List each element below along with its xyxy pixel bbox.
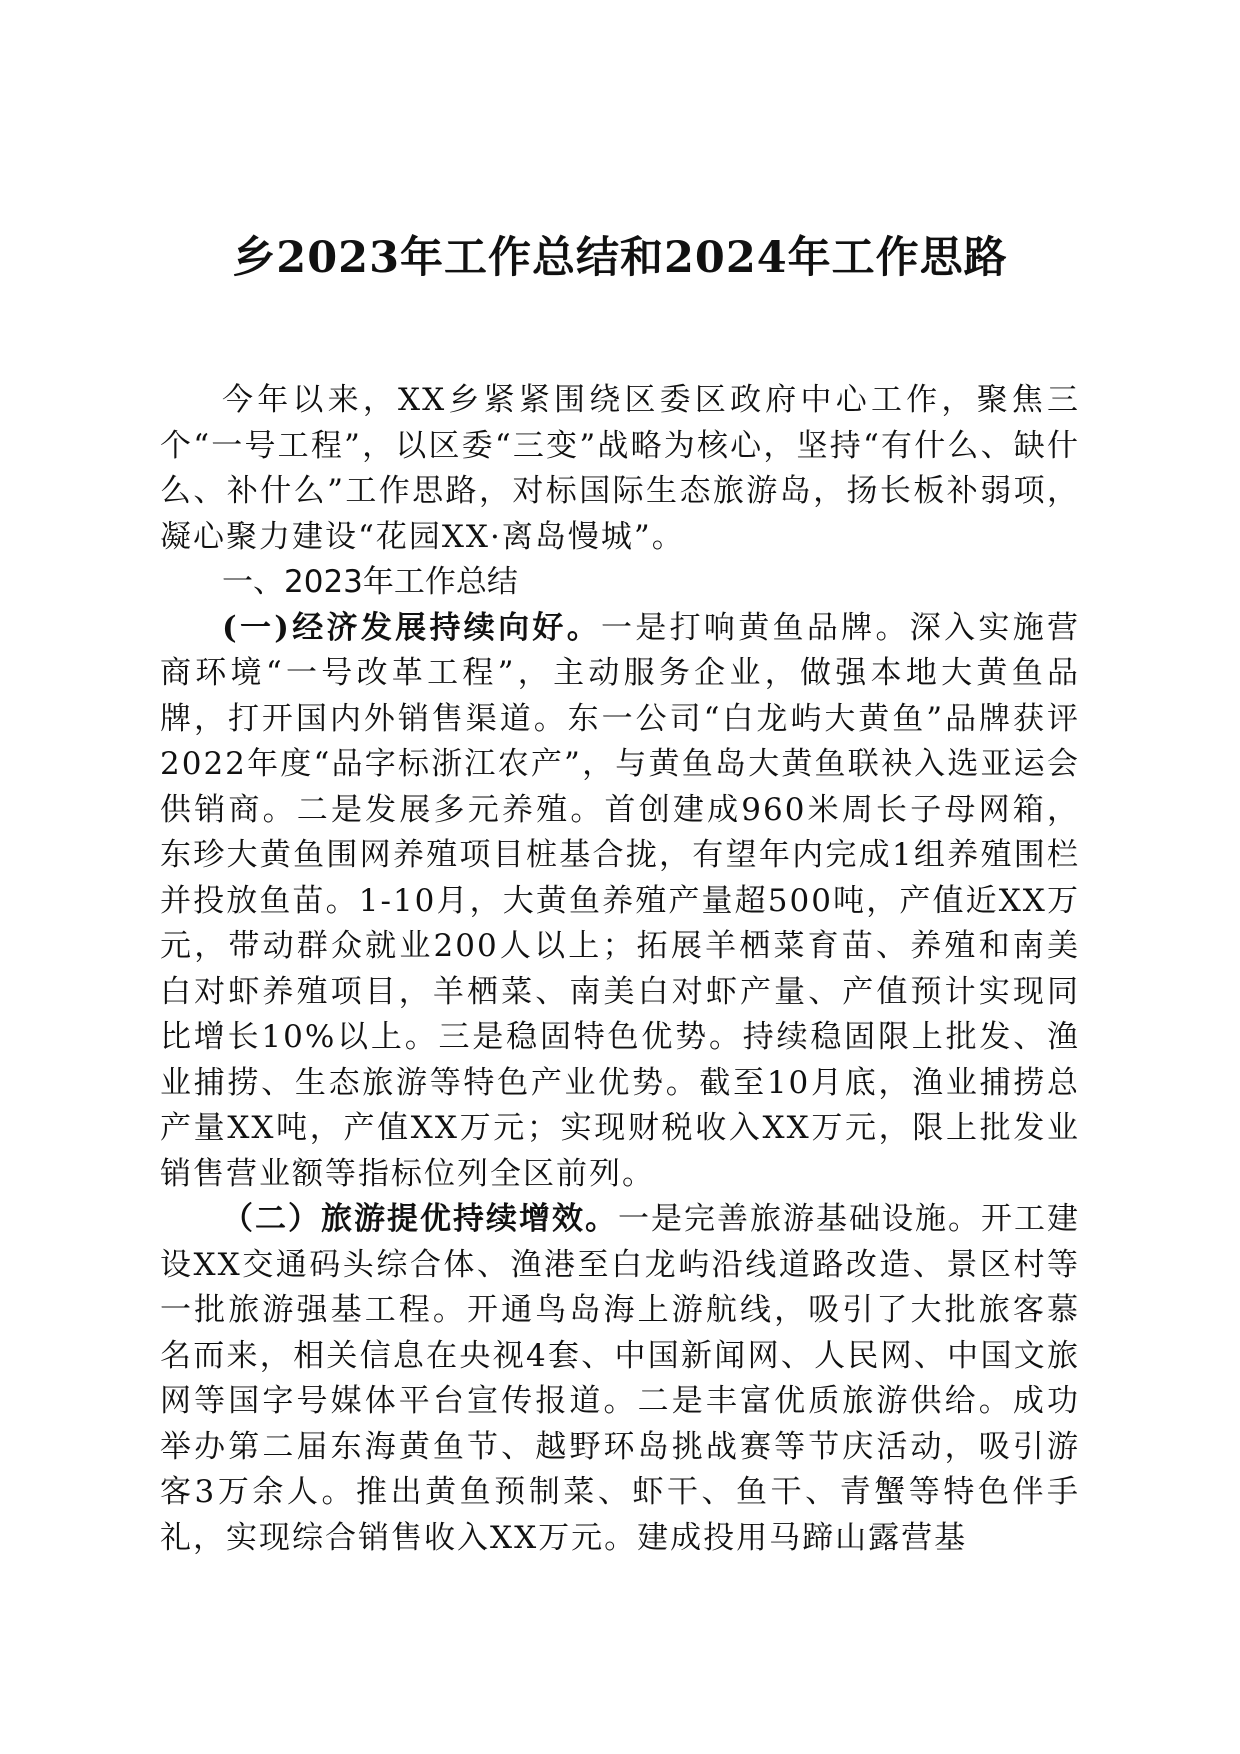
tourism-text: 一是完善旅游基础设施。开工建设XX交通码头综合体、渔港至白龙屿沿线道路改造、景区村等一批旅游强基工程。开通鸟岛海上游航线，吸引了大批旅客慕名而来，相关信息在央视4套、中国新闻网、人民网、中国文旅网等国字号媒体平台宣传报道。二是丰富优质旅游供给。成功举办第二届东海黄鱼节、越野环岛挑战赛等节庆活动，吸引游客3万余人。推出黄鱼预制菜、虾干、鱼干、青蟹等特色伴手礼，实现综合销售收入XX万元。建成投用马蹄山露营基 xyxy=(160,1201,1080,1556)
section-heading: 一、2023年工作总结 xyxy=(222,564,518,600)
tourism-paragraph xyxy=(160,1197,1080,1561)
intro-paragraph: 今年以来，XX乡紧紧围绕区委区政府中心工作，聚焦三个“一号工程”，以区委“三变”战略为核心，坚持“有什么、缺什么、补什么”工作思路，对标国际生态旅游岛，扬长板补弱项，凝心聚力建设“花园XX·离岛慢城”。 xyxy=(160,382,1080,555)
economy-paragraph xyxy=(160,606,1080,1198)
economy-text: 一是打响黄鱼品牌。深入实施营商环境“一号改革工程”，主动服务企业，做强本地大黄鱼品牌，打开国内外销售渠道。东一公司“白龙屿大黄鱼”品牌获评2022年度“品字标浙江农产”，与黄鱼岛大黄鱼联袂入选亚运会供销商。二是发展多元养殖。首创建成960米周长子母网箱，东珍大黄鱼围网养殖项目桩基合拢，有望年内完成1组养殖围栏并投放鱼苗。1-10月，大黄鱼养殖产量超500吨，产值近XX万元，带动群众就业200人以上；拓展羊栖菜育苗、养殖和南美白对虾养殖项目，羊栖菜、南美白对虾产量、产值预计实现同比增长10%以上。三是稳固特色优势。持续稳固限上批发、渔业捕捞、生态旅游等特色产业优势。截至10月底，渔业捕捞总产量XX吨，产值XX万元；实现财税收入XX万元，限上批发业销售营业额等指标位列全区前列。 xyxy=(160,609,1080,1192)
document-body xyxy=(160,378,1080,1561)
tourism-subheading: （二）旅游提优持续增效。 xyxy=(222,1201,618,1237)
document-title: 乡2023年工作总结和2024年工作思路 xyxy=(232,233,1008,283)
economy-subheading: (一)经济发展持续向好。 xyxy=(222,609,602,646)
